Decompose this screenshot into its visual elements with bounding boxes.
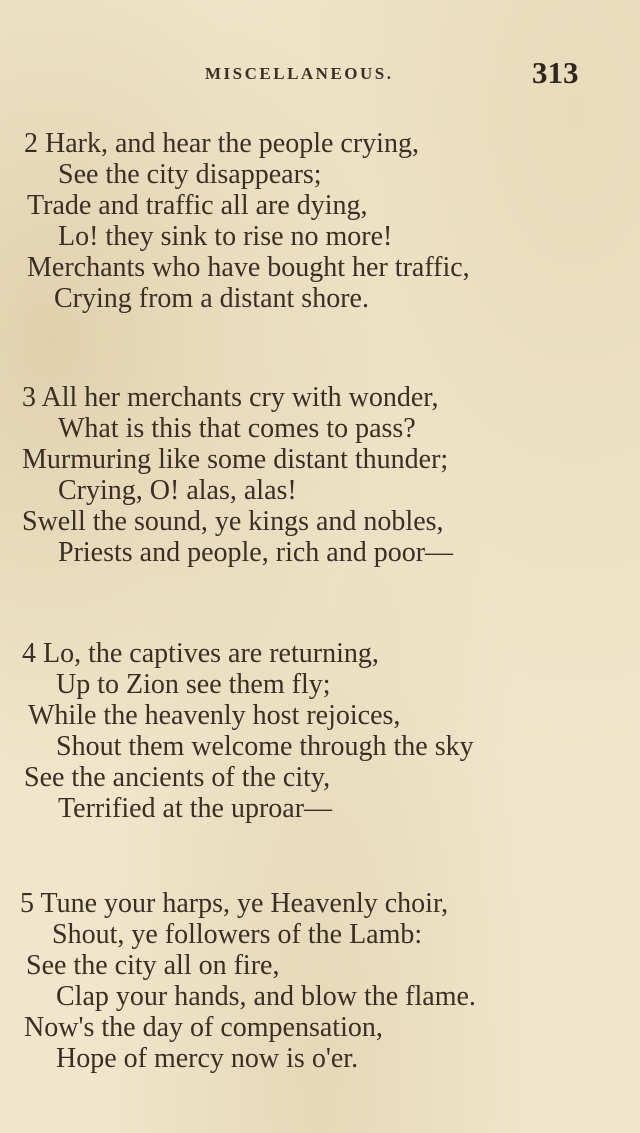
stanza-line (22, 444, 448, 475)
stanza-line (58, 537, 453, 568)
verse-line-text: Merchants who have bought her traffic, (27, 252, 470, 283)
verse-line-text: Shout, ye followers of the Lamb: (52, 919, 423, 950)
verse-line-text: Lo, the captives are returning, (43, 638, 379, 669)
verse-line-text: All her merchants cry with wonder, (41, 382, 439, 413)
stanza-line (24, 1012, 383, 1043)
stanza-line (22, 638, 379, 669)
verse-line-text: Shout them welcome through the sky (56, 731, 474, 762)
verse-line-text: Now's the day of compensation, (24, 1012, 383, 1043)
stanza-line (26, 950, 279, 981)
stanza-line (56, 981, 476, 1012)
stanza-number: 5 (20, 888, 34, 919)
verse-line-text: Swell the sound, ye kings and nobles, (22, 506, 444, 537)
stanza-line (22, 506, 444, 537)
verse-line-text: Crying from a distant shore. (54, 283, 369, 314)
verse-line-text: Clap your hands, and blow the flame. (56, 981, 476, 1012)
verse-line-text: See the ancients of the city, (24, 762, 331, 793)
stanza-line (28, 700, 400, 731)
stanza-number: 2 (24, 128, 38, 159)
stanza-line (56, 731, 474, 762)
stanza-line (56, 1043, 358, 1074)
verse-line-text: Crying, O! alas, alas! (58, 475, 297, 506)
running-head: MISCELLANEOUS. (205, 64, 394, 83)
page-number: 313 (532, 55, 579, 90)
verse-line-text: Trade and traffic all are dying, (27, 190, 368, 221)
stanza-line (56, 669, 331, 700)
stanza-line (58, 413, 416, 444)
verse-line-text: What is this that comes to pass? (58, 413, 416, 444)
verse-line-text: Lo! they sink to rise no more! (58, 221, 393, 252)
stanza-line (24, 128, 419, 159)
verse-line-text: Hark, and hear the people crying, (45, 128, 419, 159)
stanza-line (52, 919, 422, 950)
stanza-line (22, 382, 438, 413)
stanza-number: 3 (22, 382, 36, 413)
stanza-line (54, 283, 369, 314)
verse-line-text: Hope of mercy now is o'er. (56, 1043, 359, 1074)
verse-line-text: Up to Zion see them fly; (56, 669, 331, 700)
stanza-line (58, 793, 332, 824)
verse-line-text: While the heavenly host rejoices, (28, 700, 401, 731)
stanza-line (24, 762, 330, 793)
stanza-line (58, 159, 322, 190)
verse-line-text: Tune your harps, ye Heavenly choir, (40, 888, 449, 919)
stanza-line (58, 475, 297, 506)
stanza-line (20, 888, 448, 919)
stanza-number: 4 (22, 638, 36, 669)
stanza-line (27, 252, 470, 283)
verse-line-text: See the city disappears; (58, 159, 322, 190)
verse-line-text: See the city all on fire, (26, 950, 280, 981)
verse-line-text: Terrified at the uproar— (58, 793, 333, 824)
verse-line-text: Murmuring like some distant thunder; (22, 444, 449, 475)
stanza-line (27, 190, 368, 221)
verse-line-text: Priests and people, rich and poor— (58, 537, 454, 568)
stanza-line (58, 221, 392, 252)
